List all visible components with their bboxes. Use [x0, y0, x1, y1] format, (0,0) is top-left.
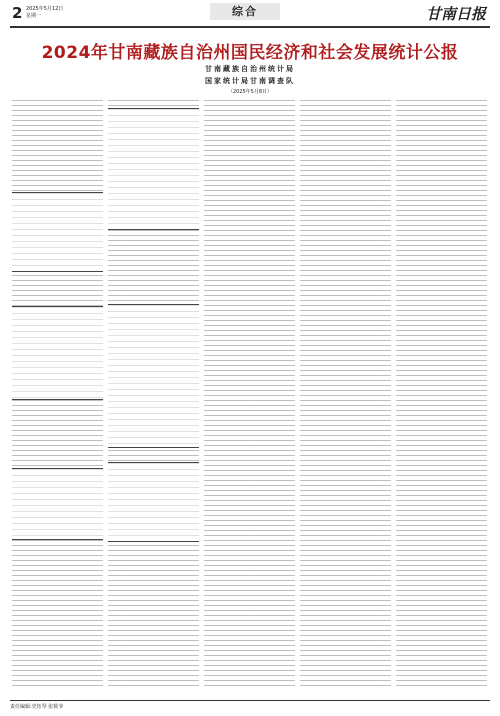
issue-weekday: 星期一	[26, 13, 42, 19]
text-column-4	[300, 100, 391, 690]
page-number: 2	[12, 4, 23, 22]
text-column-3	[204, 100, 295, 690]
issuer-primary: 甘南藏族自治州统计局	[205, 65, 295, 73]
data-table-5	[108, 304, 199, 448]
data-table-1	[12, 192, 103, 272]
publication-date: （2025年5月8日）	[227, 89, 273, 95]
data-table-4	[108, 108, 199, 230]
issuer-secondary: 国家统计局甘南调查队	[205, 77, 295, 85]
header-divider	[10, 26, 490, 28]
article-title: 2024年甘南藏族自治州国民经济和社会发展统计公报	[41, 43, 459, 63]
footer-divider	[10, 700, 490, 701]
newspaper-logo: 甘南日报	[425, 5, 486, 23]
issue-date-line: 2025年5月12日	[26, 6, 64, 12]
data-table-6	[108, 462, 199, 542]
section-label: 综合	[210, 3, 280, 20]
text-column-5	[396, 100, 487, 690]
data-table-3	[12, 468, 103, 540]
data-table-2	[12, 306, 103, 400]
issue-date	[26, 6, 63, 20]
editor-credits: 责任编辑:史钰琴 张筱爷	[10, 704, 64, 710]
